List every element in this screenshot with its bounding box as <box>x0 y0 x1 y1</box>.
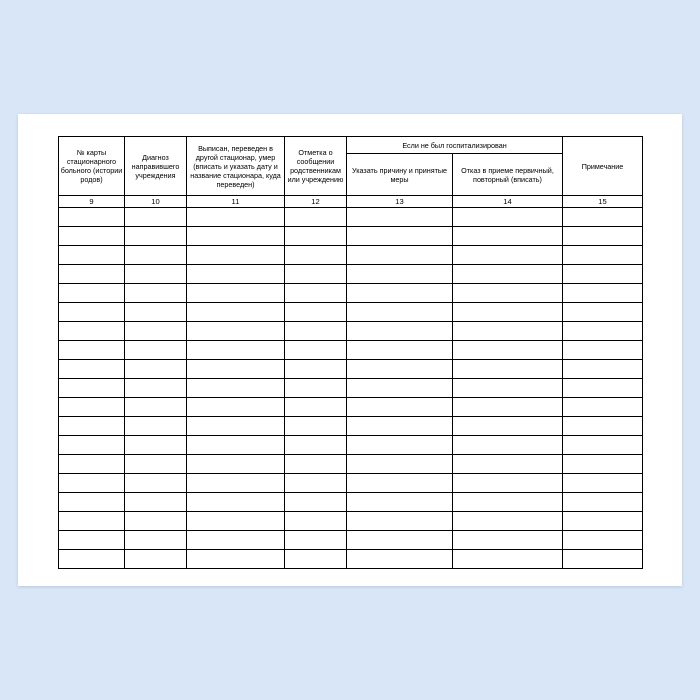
table-cell[interactable] <box>563 493 643 512</box>
table-cell[interactable] <box>347 512 453 531</box>
col-header-diagnosis: Диагноз направившего учреждения <box>125 137 187 196</box>
table-cell[interactable] <box>285 265 347 284</box>
column-number-row <box>59 196 643 208</box>
table-cell[interactable] <box>563 417 643 436</box>
col-header-card-number: № карты стационарного больного (истории родов) <box>59 137 125 196</box>
column-number-13: 13 <box>347 196 453 208</box>
table-cell[interactable] <box>187 436 285 455</box>
table-cell[interactable] <box>59 303 125 322</box>
col-header-notification: Отметка о сообщении родственникам или учреждению <box>285 137 347 196</box>
table-row[interactable] <box>59 208 643 227</box>
table-row[interactable] <box>59 512 643 531</box>
table-cell[interactable] <box>187 246 285 265</box>
table-cell[interactable] <box>59 455 125 474</box>
table-header <box>59 137 643 208</box>
table-cell[interactable] <box>187 379 285 398</box>
table-cell[interactable] <box>59 436 125 455</box>
table-cell[interactable] <box>59 360 125 379</box>
table-cell[interactable] <box>59 246 125 265</box>
table-cell[interactable] <box>453 398 563 417</box>
table-cell[interactable] <box>125 208 187 227</box>
table-cell[interactable] <box>563 531 643 550</box>
table-cell[interactable] <box>125 512 187 531</box>
table-cell[interactable] <box>125 455 187 474</box>
table-cell[interactable] <box>125 550 187 569</box>
table-cell[interactable] <box>563 474 643 493</box>
document-page <box>18 114 682 586</box>
table-row[interactable] <box>59 474 643 493</box>
table-body <box>59 208 643 569</box>
table-cell[interactable] <box>453 246 563 265</box>
table-cell[interactable] <box>285 512 347 531</box>
table-row[interactable] <box>59 493 643 512</box>
table-cell[interactable] <box>347 208 453 227</box>
table-cell[interactable] <box>187 512 285 531</box>
table-cell[interactable] <box>59 227 125 246</box>
table-cell[interactable] <box>125 284 187 303</box>
table-cell[interactable] <box>453 208 563 227</box>
table-cell[interactable] <box>285 493 347 512</box>
table-cell[interactable] <box>453 550 563 569</box>
table-cell[interactable] <box>125 265 187 284</box>
table-cell[interactable] <box>59 550 125 569</box>
table-cell[interactable] <box>59 417 125 436</box>
col-header-discharge: Выписан, переведен в другой стационар, умер (вписать и указать дату и название стационара, куда переведен) <box>187 137 285 196</box>
table-row[interactable] <box>59 398 643 417</box>
table-cell[interactable] <box>453 284 563 303</box>
table-cell[interactable] <box>285 417 347 436</box>
table-cell[interactable] <box>285 455 347 474</box>
table-cell[interactable] <box>59 208 125 227</box>
table-cell[interactable] <box>59 379 125 398</box>
table-cell[interactable] <box>59 512 125 531</box>
table-cell[interactable] <box>187 455 285 474</box>
table-cell[interactable] <box>187 227 285 246</box>
table-row[interactable] <box>59 455 643 474</box>
table-cell[interactable] <box>453 512 563 531</box>
journal-table <box>58 136 643 569</box>
table-cell[interactable] <box>125 303 187 322</box>
table-cell[interactable] <box>187 550 285 569</box>
table-cell[interactable] <box>347 284 453 303</box>
table-cell[interactable] <box>285 322 347 341</box>
table-cell[interactable] <box>187 303 285 322</box>
table-cell[interactable] <box>59 322 125 341</box>
table-cell[interactable] <box>453 474 563 493</box>
table-cell[interactable] <box>347 474 453 493</box>
table-row[interactable] <box>59 322 643 341</box>
table-cell[interactable] <box>563 379 643 398</box>
table-cell[interactable] <box>453 227 563 246</box>
table-cell[interactable] <box>347 493 453 512</box>
table-cell[interactable] <box>187 417 285 436</box>
table-cell[interactable] <box>563 246 643 265</box>
table-cell[interactable] <box>453 493 563 512</box>
table-container <box>58 136 642 569</box>
table-cell[interactable] <box>285 341 347 360</box>
table-cell[interactable] <box>347 227 453 246</box>
table-cell[interactable] <box>59 531 125 550</box>
table-cell[interactable] <box>563 436 643 455</box>
column-number-14: 14 <box>453 196 563 208</box>
table-row[interactable] <box>59 436 643 455</box>
table-cell[interactable] <box>285 379 347 398</box>
table-cell[interactable] <box>187 531 285 550</box>
table-cell[interactable] <box>563 303 643 322</box>
table-cell[interactable] <box>59 284 125 303</box>
table-cell[interactable] <box>347 303 453 322</box>
table-cell[interactable] <box>187 322 285 341</box>
table-cell[interactable] <box>285 398 347 417</box>
table-cell[interactable] <box>125 474 187 493</box>
table-cell[interactable] <box>125 379 187 398</box>
table-cell[interactable] <box>285 303 347 322</box>
col-header-notes: Примечание <box>563 137 643 196</box>
table-cell[interactable] <box>347 436 453 455</box>
table-cell[interactable] <box>563 284 643 303</box>
table-cell[interactable] <box>347 341 453 360</box>
table-cell[interactable] <box>125 360 187 379</box>
table-cell[interactable] <box>285 474 347 493</box>
table-cell[interactable] <box>285 208 347 227</box>
table-cell[interactable] <box>59 493 125 512</box>
table-cell[interactable] <box>453 531 563 550</box>
table-cell[interactable] <box>285 246 347 265</box>
table-cell[interactable] <box>563 512 643 531</box>
table-cell[interactable] <box>347 265 453 284</box>
table-cell[interactable] <box>563 227 643 246</box>
table-cell[interactable] <box>453 303 563 322</box>
table-cell[interactable] <box>285 227 347 246</box>
col-header-not-hospitalized-group: Если не был госпитализирован <box>347 137 563 154</box>
table-cell[interactable] <box>563 341 643 360</box>
table-cell[interactable] <box>563 322 643 341</box>
table-cell[interactable] <box>453 455 563 474</box>
table-cell[interactable] <box>347 417 453 436</box>
table-row[interactable] <box>59 303 643 322</box>
col-header-refusal-type: Отказ в приеме первичный, повторный (вписать) <box>453 154 563 196</box>
table-cell[interactable] <box>187 360 285 379</box>
column-number-10: 10 <box>125 196 187 208</box>
table-row[interactable] <box>59 265 643 284</box>
table-cell[interactable] <box>347 322 453 341</box>
column-number-9: 9 <box>59 196 125 208</box>
table-cell[interactable] <box>453 341 563 360</box>
table-cell[interactable] <box>125 436 187 455</box>
table-cell[interactable] <box>347 379 453 398</box>
table-row[interactable] <box>59 379 643 398</box>
table-cell[interactable] <box>59 474 125 493</box>
table-cell[interactable] <box>453 265 563 284</box>
table-cell[interactable] <box>187 474 285 493</box>
table-cell[interactable] <box>285 531 347 550</box>
column-number-12: 12 <box>285 196 347 208</box>
table-cell[interactable] <box>187 284 285 303</box>
table-cell[interactable] <box>453 379 563 398</box>
table-cell[interactable] <box>347 360 453 379</box>
table-row[interactable] <box>59 531 643 550</box>
table-row[interactable] <box>59 417 643 436</box>
table-cell[interactable] <box>285 550 347 569</box>
table-cell[interactable] <box>563 360 643 379</box>
table-cell[interactable] <box>285 284 347 303</box>
table-cell[interactable] <box>187 398 285 417</box>
table-row[interactable] <box>59 360 643 379</box>
table-cell[interactable] <box>285 436 347 455</box>
table-cell[interactable] <box>187 265 285 284</box>
table-row[interactable] <box>59 284 643 303</box>
table-cell[interactable] <box>187 208 285 227</box>
table-cell[interactable] <box>453 322 563 341</box>
table-cell[interactable] <box>125 531 187 550</box>
column-number-11: 11 <box>187 196 285 208</box>
table-cell[interactable] <box>453 360 563 379</box>
table-cell[interactable] <box>563 398 643 417</box>
table-cell[interactable] <box>125 227 187 246</box>
column-number-15: 15 <box>563 196 643 208</box>
table-cell[interactable] <box>125 246 187 265</box>
table-cell[interactable] <box>453 436 563 455</box>
table-cell[interactable] <box>563 455 643 474</box>
table-row[interactable] <box>59 341 643 360</box>
header-row-main <box>59 137 643 154</box>
table-cell[interactable] <box>347 455 453 474</box>
table-cell[interactable] <box>187 341 285 360</box>
table-cell[interactable] <box>563 265 643 284</box>
table-cell[interactable] <box>563 550 643 569</box>
col-header-reason-measures: Указать причину и принятые меры <box>347 154 453 196</box>
table-cell[interactable] <box>347 531 453 550</box>
table-cell[interactable] <box>59 265 125 284</box>
table-cell[interactable] <box>187 493 285 512</box>
table-cell[interactable] <box>347 398 453 417</box>
table-cell[interactable] <box>125 398 187 417</box>
table-cell[interactable] <box>347 550 453 569</box>
table-cell[interactable] <box>285 360 347 379</box>
table-cell[interactable] <box>125 493 187 512</box>
table-cell[interactable] <box>347 246 453 265</box>
table-cell[interactable] <box>125 322 187 341</box>
table-row[interactable] <box>59 227 643 246</box>
table-cell[interactable] <box>59 398 125 417</box>
table-row[interactable] <box>59 246 643 265</box>
table-row[interactable] <box>59 550 643 569</box>
table-cell[interactable] <box>563 208 643 227</box>
table-cell[interactable] <box>59 341 125 360</box>
table-cell[interactable] <box>125 417 187 436</box>
table-cell[interactable] <box>453 417 563 436</box>
table-cell[interactable] <box>125 341 187 360</box>
